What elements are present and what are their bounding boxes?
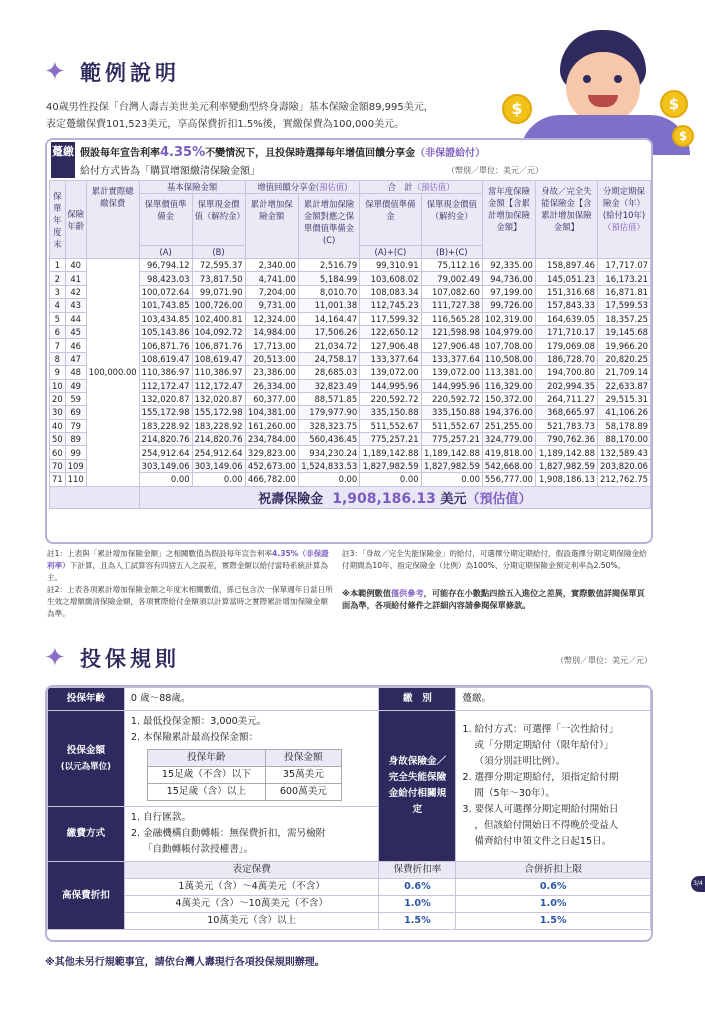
table-cell: 106,871.76 [192,339,245,352]
table-cell: 303,149.06 [139,459,192,472]
table-cell: 335,150.88 [360,406,421,419]
table-cell: 1,189,142.88 [421,446,482,459]
table-cell: 419,818.00 [482,446,535,459]
table-cell: 110,386.97 [192,366,245,379]
table-cell: 96,794.12 [139,259,192,272]
table-cell: 127,906.48 [421,339,482,352]
table-cell: 179,069.08 [535,339,597,352]
assumption-line: 假設每年宣告利率4.35%不變情況下，且投保時選擇每年增值回饋分享金（非保證給付） [80,145,486,160]
table-cell: 220,592.72 [360,392,421,405]
table-cell: 50 [50,433,66,446]
table-cell: 194,700.80 [535,366,597,379]
table-row [50,272,651,285]
table-cell: 99,071.90 [192,285,245,298]
table-cell: 139,072.00 [421,366,482,379]
table-cell: 92,335.00 [482,259,535,272]
table-cell: 144,995.96 [421,379,482,392]
table-cell: 20,513.00 [245,352,298,365]
table-cell: 466,782.00 [245,473,298,486]
discount-rate: 1.0% [379,896,456,913]
table-cell: 556,777.00 [482,473,535,486]
rules-table [47,687,651,930]
discount-th-rate: 保費折扣率 [379,862,456,879]
table-cell: 41,106.26 [597,406,650,419]
table-cell: 1,189,142.88 [535,446,597,459]
note-3: 註3：「身故／完全失能保險金」的給付，可選擇分期定期給付，假設選擇分期定期保險金給付期間為10年、指定保險金（比例）為100%、分期定期保險金預定利率為2.50%。 [342,549,647,570]
premium-cell: 100,000.00 [86,259,139,487]
table-cell: 133,377.64 [360,352,421,365]
table-cell: 11,001.38 [298,299,359,312]
table-cell: 89 [65,433,86,446]
discount-range: 10萬美元（含）以上 [124,913,379,930]
payment-label: 繳 別 [379,688,456,711]
table-cell: 103,434.85 [139,312,192,325]
table-cell: 511,552.67 [360,419,421,432]
table-cell: 26,334.00 [245,379,298,392]
table-cell: 1,827,982.59 [535,459,597,472]
payment-method-line: 給付方式皆為「購買增額繳清保險金額」 [80,166,260,177]
table-cell: 101,743.85 [139,299,192,312]
col-installment: 分期定期保險金（年）(給付10年)（預估值） [597,181,650,259]
coin-icon: $ [660,90,688,118]
col-added-reserve: 累計增加保險金額對應之保單價值準備金 (C) [298,194,359,259]
table-row [50,285,651,298]
table-cell: 104,381.00 [245,406,298,419]
table-row [50,339,651,352]
letter-b: (B) [192,246,245,259]
table-cell: 24,758.17 [298,352,359,365]
table-cell: 155,172.98 [139,406,192,419]
assumption-header [47,140,651,179]
sparkle-icon: ✦ [44,57,70,87]
table-cell: 58,178.89 [597,419,650,432]
table-cell: 107,708.00 [482,339,535,352]
col-death-benefit: 身故／完全失能保險金【含累計增加保險金額】 [535,181,597,259]
col-premium: 累計實際總繳保費 [86,181,139,259]
table-cell: 132,020.87 [192,392,245,405]
table-cell: 179,977.90 [298,406,359,419]
table-cell: 79,002.49 [421,272,482,285]
table-row [50,459,651,472]
table-cell: 511,552.67 [421,419,482,432]
table-cell: 30 [50,406,66,419]
table-cell: 100,726.00 [192,299,245,312]
amount-label: 投保金額 (以元為單位) [48,711,125,807]
table-cell: 202,994.35 [535,379,597,392]
table-cell: 3 [50,285,66,298]
table-cell: 6 [50,325,66,338]
table-cell: 212,762.75 [597,473,650,486]
table-cell: 0.00 [192,473,245,486]
table-cell: 102,400.81 [192,312,245,325]
table-cell: 17,599.53 [597,299,650,312]
table-cell: 110 [65,473,86,486]
table-cell: 775,257.21 [421,433,482,446]
table-cell: 8,010.70 [298,285,359,298]
table-cell: 8 [50,352,66,365]
method-label: 繳費方式 [48,807,125,862]
table-cell: 42 [65,285,86,298]
table-cell: 1,827,982.59 [360,459,421,472]
section-title-rules [44,643,180,673]
table-cell: 157,843.33 [535,299,597,312]
table-cell: 21,034.72 [298,339,359,352]
death-benefit-label: 身故保險金／完全失能保險金給付相關規定 [379,711,456,862]
table-row [50,366,651,379]
payment-value: 躉繳。 [456,688,651,711]
table-cell: 14,164.47 [298,312,359,325]
death-benefit-rules: 1. 給付方式：可選擇「一次性給付」 或「分期定期給付（限年給付）」 （須分別註明比例）。 2. 選擇分期定期給付，須指定給付期 間（5年～30年）。 3. 要保人可選擇分期定期給付開始日 ，但該給付開始日不得晚於受益人 備齊給付申領文件之日起15日。 [456,711,651,862]
table-cell: 105,143.86 [139,325,192,338]
discount-rate: 1.5% [379,913,456,930]
letter-ac: (A)+(C) [360,246,421,259]
table-cell: 183,228.92 [192,419,245,432]
max-amount-table: 投保年齡 投保金額 15足歲（不含）以下 35萬美元 15足歲（含）以上 600萬美元 [147,749,342,801]
currency-unit: （幣別／單位：美元／元） [447,166,543,175]
table-cell: 70 [50,459,66,472]
table-cell: 108,619.47 [192,352,245,365]
table-cell: 161,260.00 [245,419,298,432]
table-cell: 145,051.23 [535,272,597,285]
table-cell: 112,745.23 [360,299,421,312]
table-cell: 69 [65,406,86,419]
table-cell: 23,386.00 [245,366,298,379]
table-cell: 1,827,982.59 [421,459,482,472]
table-cell: 132,020.87 [139,392,192,405]
discount-th-cap: 合併折扣上限 [456,862,651,879]
table-cell: 47 [65,352,86,365]
table-cell: 60 [50,446,66,459]
table-cell: 1,908,186.13 [535,473,597,486]
col-group-total: 合 計（預估值） [360,181,483,194]
table-cell: 97,199.00 [482,285,535,298]
table-cell: 9 [50,366,66,379]
table-cell: 110,508.00 [482,352,535,365]
discount-cap: 1.0% [456,896,651,913]
table-cell: 254,912.64 [139,446,192,459]
table-cell: 71 [50,473,66,486]
coin-icon: $ [672,125,694,147]
col-policy-year: 保單年度末 [50,181,66,259]
table-cell: 17,713.00 [245,339,298,352]
col-added-amount: 累計增加保險金額 [245,194,298,259]
discount-rate: 0.6% [379,879,456,896]
table-cell: 75,112.16 [421,259,482,272]
discount-label: 高保費折扣 [48,862,125,930]
table-cell: 100,072.64 [139,285,192,298]
table-cell: 44 [65,312,86,325]
table-cell: 18,357.25 [597,312,650,325]
letter-bc: (B)+(C) [421,246,482,259]
table-cell: 186,728.70 [535,352,597,365]
table-cell: 251,255.00 [482,419,535,432]
table-cell: 144,995.96 [360,379,421,392]
table-cell: 254,912.64 [192,446,245,459]
table-cell: 16,173.21 [597,272,650,285]
table-cell: 155,172.98 [192,406,245,419]
table-row [50,419,651,432]
discount-cap: 0.6% [456,879,651,896]
table-cell: 121,598.98 [421,325,482,338]
table-cell: 116,329.00 [482,379,535,392]
table-cell: 2,340.00 [245,259,298,272]
table-cell: 112,172.47 [192,379,245,392]
maturity-total-row [50,486,651,508]
table-cell: 328,323.75 [298,419,359,432]
table-cell: 5 [50,312,66,325]
table-cell: 16,871.81 [597,285,650,298]
col-age: 保險年齡 [65,181,86,259]
table-row [50,406,651,419]
table-cell: 88,170.00 [597,433,650,446]
table-cell: 32,823.49 [298,379,359,392]
table-cell: 60,377.00 [245,392,298,405]
table-cell: 116,565.28 [421,312,482,325]
table-cell: 1,524,833.53 [298,459,359,472]
table-cell: 19,145.68 [597,325,650,338]
character-illustration [500,30,700,145]
method-value: 1. 自行匯款。 2. 金融機構自動轉帳：無保費折扣，需另檢附 「自動轉帳付款授權書」。 [124,807,379,862]
table-cell: 9,731.00 [245,299,298,312]
table-cell: 521,783.73 [535,419,597,432]
table-cell: 22,633.87 [597,379,650,392]
table-cell: 111,727.38 [421,299,482,312]
table-cell: 12,324.00 [245,312,298,325]
table-cell: 20,820.25 [597,352,650,365]
table-row [50,325,651,338]
col-group-additional: 增值回饋分享金(預估值) [245,181,360,194]
col-group-basic: 基本保險金額 [139,181,245,194]
table-cell: 99,726.00 [482,299,535,312]
table-cell: 560,436.45 [298,433,359,446]
blank-cell [50,486,140,508]
col-basic-reserve: 保單價值準備金 [139,194,192,246]
table-cell: 94,736.00 [482,272,535,285]
table-row [50,473,651,486]
table-cell: 19,966.20 [597,339,650,352]
table-cell: 2 [50,272,66,285]
table-cell: 108,083.34 [360,285,421,298]
discount-cap: 1.5% [456,913,651,930]
table-cell: 108,619.47 [139,352,192,365]
note-4: ※本範例數值僅供參考，可能存在小數點四捨五入進位之差異，實際數值詳閱保單頁面為準，各項給付條件之詳細內容請參閱保單條款。 [342,588,645,610]
table-cell: 324,779.00 [482,433,535,446]
table-cell: 99,310.91 [360,259,421,272]
table-cell: 4,741.00 [245,272,298,285]
table-cell: 329,823.00 [245,446,298,459]
table-row [50,299,651,312]
coin-icon: $ [502,94,532,124]
table-cell: 113,381.00 [482,366,535,379]
table-cell: 17,506.26 [298,325,359,338]
table-cell: 234,784.00 [245,433,298,446]
table-cell: 104,092.72 [192,325,245,338]
table-cell: 29,515.31 [597,392,650,405]
table-cell: 59 [65,392,86,405]
table-cell: 79 [65,419,86,432]
table-cell: 73,817.50 [192,272,245,285]
table-row [50,392,651,405]
table-cell: 40 [50,419,66,432]
sparkle-icon: ✦ [44,643,70,673]
table-row [50,312,651,325]
age-label: 投保年齡 [48,688,125,711]
table-cell: 335,150.88 [421,406,482,419]
table-cell: 158,897.46 [535,259,597,272]
table-cell: 122,650.12 [360,325,421,338]
table-row [50,352,651,365]
table-cell: 88,571.85 [298,392,359,405]
letter-a: (A) [139,246,192,259]
table-cell: 46 [65,339,86,352]
table-cell: 45 [65,325,86,338]
table-cell: 1 [50,259,66,272]
table-cell: 164,639.05 [535,312,597,325]
table-cell: 452,673.00 [245,459,298,472]
table-cell: 72,595.37 [192,259,245,272]
col-total-reserve: 保單價值準備金 [360,194,421,246]
rules-currency-unit: （幣別／單位：美元／元） [556,656,652,665]
table-cell: 790,762.36 [535,433,597,446]
amount-value: 1. 最低投保金額：3,000美元。 2. 本保險累計最高投保金額： 投保年齡 投保金額 15足歲（不含）以下 35萬美元 15足歲（含）以上 600萬美元 [124,711,379,807]
col-total-cash: 保單現金價值（解約金） [421,194,482,246]
example-table-box [45,138,653,544]
table-cell: 10 [50,379,66,392]
table-cell: 112,172.47 [139,379,192,392]
table-row [50,259,651,272]
table-cell: 104,979.00 [482,325,535,338]
col-basic-cash: 保單現金價值（解約金） [192,194,245,246]
table-cell: 132,589.43 [597,446,650,459]
table-cell: 220,592.72 [421,392,482,405]
table-cell: 203,820.06 [597,459,650,472]
table-cell: 43 [65,299,86,312]
table-cell: 28,685.03 [298,366,359,379]
table-cell: 107,082.60 [421,285,482,298]
table-cell: 303,149.06 [192,459,245,472]
table-cell: 4 [50,299,66,312]
discount-th-premium: 表定保費 [124,862,379,879]
table-cell: 934,230.24 [298,446,359,459]
table-cell: 106,871.76 [139,339,192,352]
note-1: 註1：上表與「累計增加保險金額」之相關數值為假設每年宣告利率4.35%（非保證利率）下計算，且為人工試算容有四捨五入之誤差，實際金額以給付當時系統計算為主。 [47,549,329,582]
table-cell: 20 [50,392,66,405]
footer-note: ※其他未另行規範事宜，請依台灣人壽現行各項投保規則辦理。 [45,957,325,968]
col-year-amount: 當年度保險金額【含累計增加保險金額】 [482,181,535,259]
table-cell: 5,184.99 [298,272,359,285]
table-cell: 133,377.64 [421,352,482,365]
table-cell: 21,709.14 [597,366,650,379]
table-cell: 183,228.92 [139,419,192,432]
discount-range: 1萬美元（含）～4萬美元（不含） [124,879,379,896]
table-row [50,379,651,392]
table-cell: 7 [50,339,66,352]
table-cell: 150,372.00 [482,392,535,405]
table-cell: 48 [65,366,86,379]
discount-range: 4萬美元（含）～10萬美元（不含） [124,896,379,913]
table-cell: 17,717.07 [597,259,650,272]
table-cell: 117,599.32 [360,312,421,325]
table-cell: 110,386.97 [139,366,192,379]
table-cell: 171,710.17 [535,325,597,338]
table-cell: 40 [65,259,86,272]
table-cell: 194,376.00 [482,406,535,419]
table-cell: 214,820.76 [192,433,245,446]
table-cell: 0.00 [298,473,359,486]
table-cell: 214,820.76 [139,433,192,446]
table-cell: 7,204.00 [245,285,298,298]
section-title-example [44,57,180,87]
table-cell: 0.00 [360,473,421,486]
table-cell: 1,189,142.88 [360,446,421,459]
table-cell: 0.00 [139,473,192,486]
table-cell: 98,423.03 [139,272,192,285]
note-2: 註2：上表各項累計增加保險金額之年度末相關數值，係已包含次一保單週年日當日所生效之增額繳清保險金額，各項實際給付金額須以計算當時之實際累計增加保險金額為準。 [47,585,333,618]
illustration-table [49,180,651,509]
table-cell: 14,984.00 [245,325,298,338]
single-premium-badge: 躉繳 [51,142,75,178]
table-cell: 127,906.48 [360,339,421,352]
intro-text: 40歲男性投保「台灣人壽吉美世美元利率變動型終身壽險」基本保險金額89,995美元， 表定躉繳保費101,523美元，享高保費折扣1.5%後，實繳保費為100,000美元。 [46,102,434,130]
table-cell: 99 [65,446,86,459]
maturity-benefit: 祝壽保險金 1,908,186.13 美元（預估值） [139,486,650,508]
page-tab: 3/4 [691,876,705,892]
table-cell: 542,668.00 [482,459,535,472]
table-cell: 139,072.00 [360,366,421,379]
table-cell: 109 [65,459,86,472]
table-cell: 0.00 [421,473,482,486]
table-cell: 2,516.79 [298,259,359,272]
section-title-text: 範例說明 [80,61,180,85]
section-title-text: 投保規則 [80,647,180,671]
table-cell: 368,665.97 [535,406,597,419]
table-cell: 49 [65,379,86,392]
table-cell: 775,257.21 [360,433,421,446]
table-cell: 103,608.02 [360,272,421,285]
table-row [50,446,651,459]
table-cell: 264,711.27 [535,392,597,405]
rules-box [45,685,653,942]
age-value: 0 歲～88歲。 [124,688,379,711]
table-row [50,433,651,446]
table-cell: 151,316.68 [535,285,597,298]
table-cell: 41 [65,272,86,285]
table-cell: 102,319.00 [482,312,535,325]
